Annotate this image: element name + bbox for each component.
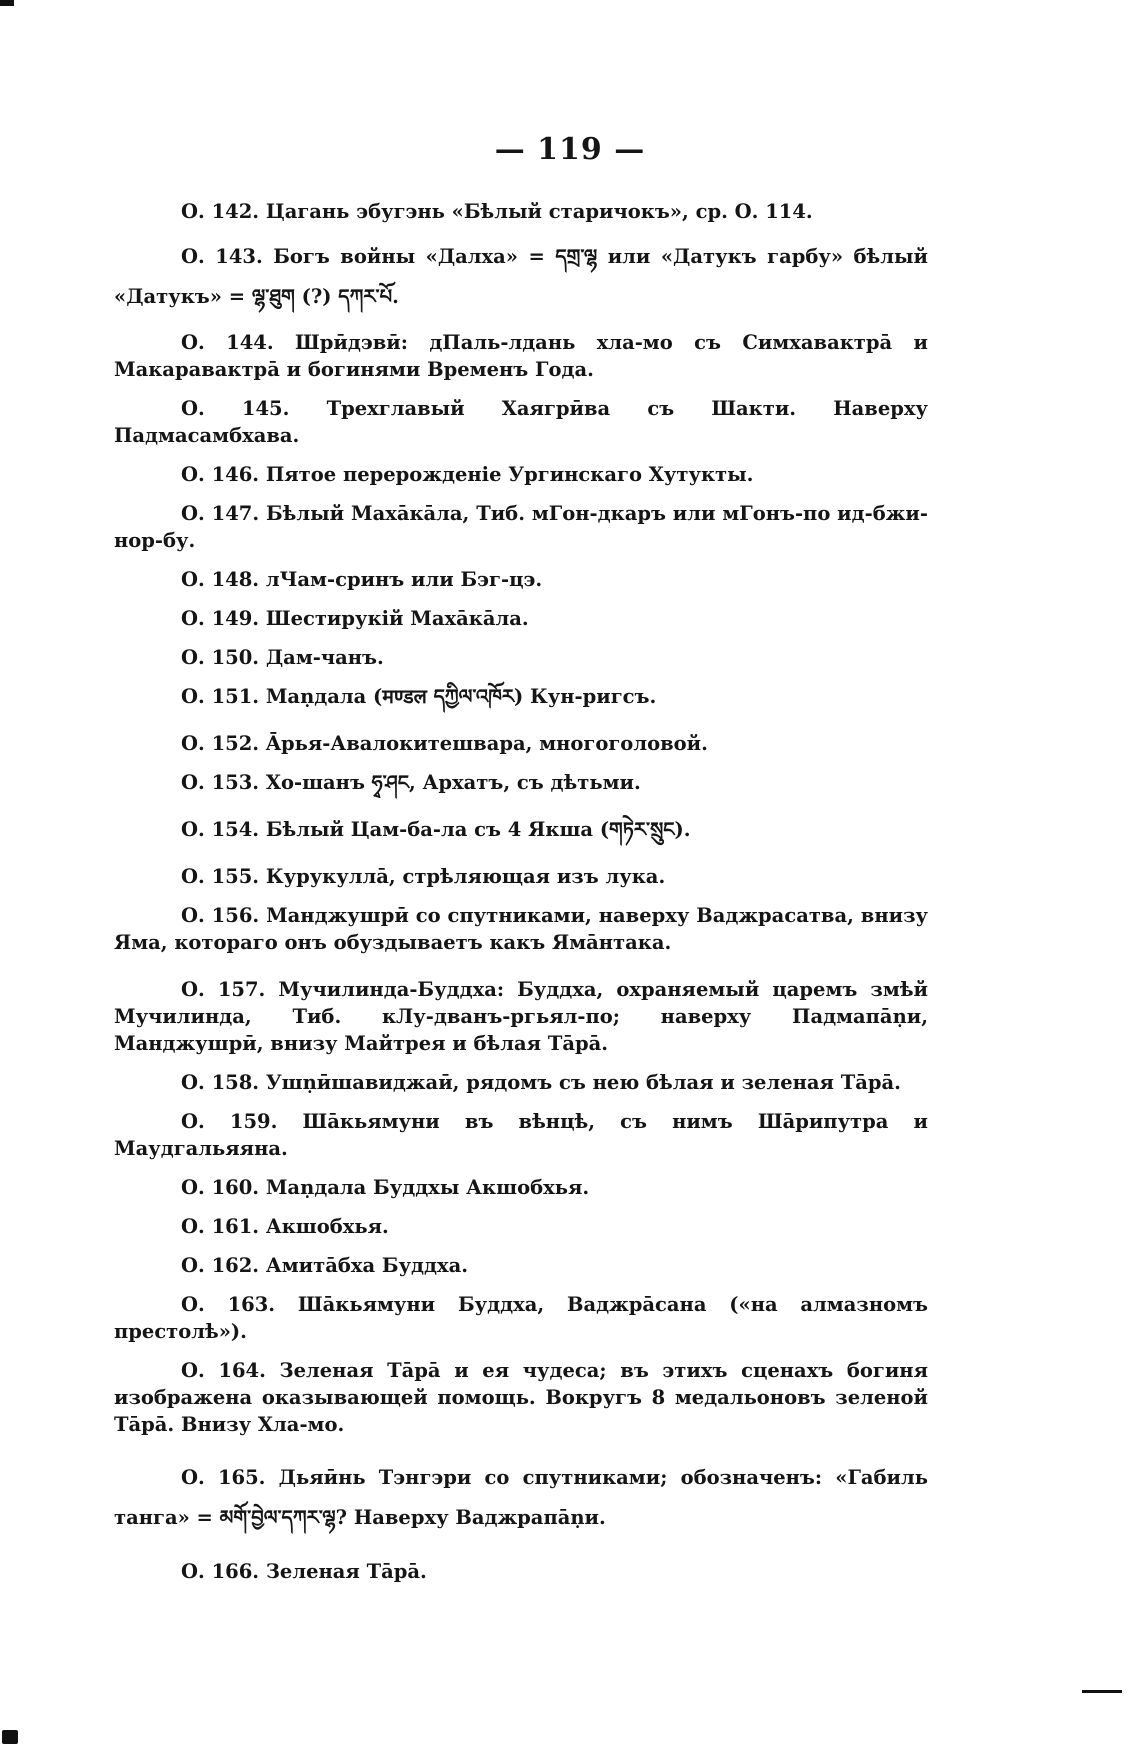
entry-o-155: О. 155. Курукуллā, стрѣляющая изъ лука. [181,865,666,888]
entry-o-161: О. 161. Акшобхья. [181,1215,389,1238]
entry-list [114,198,928,1597]
entry-o-166: О. 166. Зеленая Тāрā. [181,1560,427,1583]
entry-o-162: О. 162. Амитāбха Буддха. [181,1254,469,1277]
scan-mark-bottom-right [1082,1690,1122,1693]
entry-o-163: О. 163. Шāкьямуни Буддха, Ваджрāсана («на алмазномъ престолѣ»). [114,1293,928,1343]
entry-o-151: О. 151. Маṇдала (मण्डल དཀྱིལ་འཁོར) Кун-ригсъ. [181,685,657,708]
entry-o-156: О. 156. Манджушрӣ со спутниками, наверху Ваджрасатва, внизу Яма, котораго онъ обуздываетъ какъ Ямāнтака. [114,904,928,954]
entry-o-142: О. 142. Цагань эбугэнь «Бѣлый старичокъ», ср. О. 114. [181,200,813,223]
entry-o-143: О. 143. Богъ войны «Далха» = དགྲ་ལྷ или «Датукъ гарбу» бѣлый «Датукъ» = ལྷ་ཐུག (?) དཀར་པོ. [114,245,928,308]
entry-o-149: О. 149. Шестирукій Махāкāла. [181,607,529,630]
entry-o-148: О. 148. лЧам-сринъ или Бэг-цэ. [181,568,543,591]
entry-o-164: О. 164. Зеленая Тāрā и ея чудеса; въ этихъ сценахъ богиня изображена оказывающей помощь. Вокругъ 8 медальоновъ зеленой Тāрā. Внизу Хла-мо. [114,1359,928,1436]
entry-o-144: О. 144. Шрӣдэвӣ: дПаль-лдань хла-мо съ Симхавактрā и Макаравактрā и богинями Временъ Года. [114,331,928,381]
entry-o-150: О. 150. Дам-чанъ. [181,646,384,669]
entry-o-157: О. 157. Мучилинда-Буддха: Буддха, охраняемый царемъ змѣй Мучилинда, Тиб. кЛу-дванъ-ргьял-по; наверху Падмапāṇи, Манджушрӣ, внизу Майтрея и бѣлая Тāрā. [114,978,928,1055]
entry-o-146: О. 146. Пятое перерожденіе Ургинскаго Хутукты. [181,463,754,486]
scan-mark-bottom-left [2,1730,18,1744]
entry-o-158: О. 158. Ушṇӣшавиджаӣ, рядомъ съ нею бѣлая и зеленая Тāрā. [181,1071,901,1094]
entry-o-165: О. 165. Дьяӣнь Тэнгэри со спутниками; обозначенъ: «Габиль танга» = མགོ་བྱེལ་དཀར་ལྷ? Наверху Ваджрапāṇи. [114,1466,928,1529]
entry-o-160: О. 160. Маṇдала Буддхы Акшобхья. [181,1176,590,1199]
entry-o-153: О. 153. Хо-шанъ ཧྭ་ཤང, Архатъ, съ дѣтьми. [181,771,641,794]
entry-o-154: О. 154. Бѣлый Цам-ба-ла съ 4 Якша (གཏེར་སྲུང). [181,818,691,841]
entry-o-145: О. 145. Трехглавый Хаягрӣва съ Шакти. Наверху Падмасамбхава. [114,397,928,447]
entry-o-152: О. 152. Āрья-Авалокитешвара, многоголовой. [181,732,708,755]
page-number: — 119 — [494,132,646,167]
scan-mark-top-left [0,0,14,6]
entry-o-159: О. 159. Шāкьямуни въ вѣнцѣ, съ нимъ Шāрипутра и Маудгальяяна. [114,1110,928,1160]
entry-o-147: О. 147. Бѣлый Махāкāла, Тиб. мГон-дкаръ или мГонъ-по ид-бжи-нор-бу. [114,502,928,552]
